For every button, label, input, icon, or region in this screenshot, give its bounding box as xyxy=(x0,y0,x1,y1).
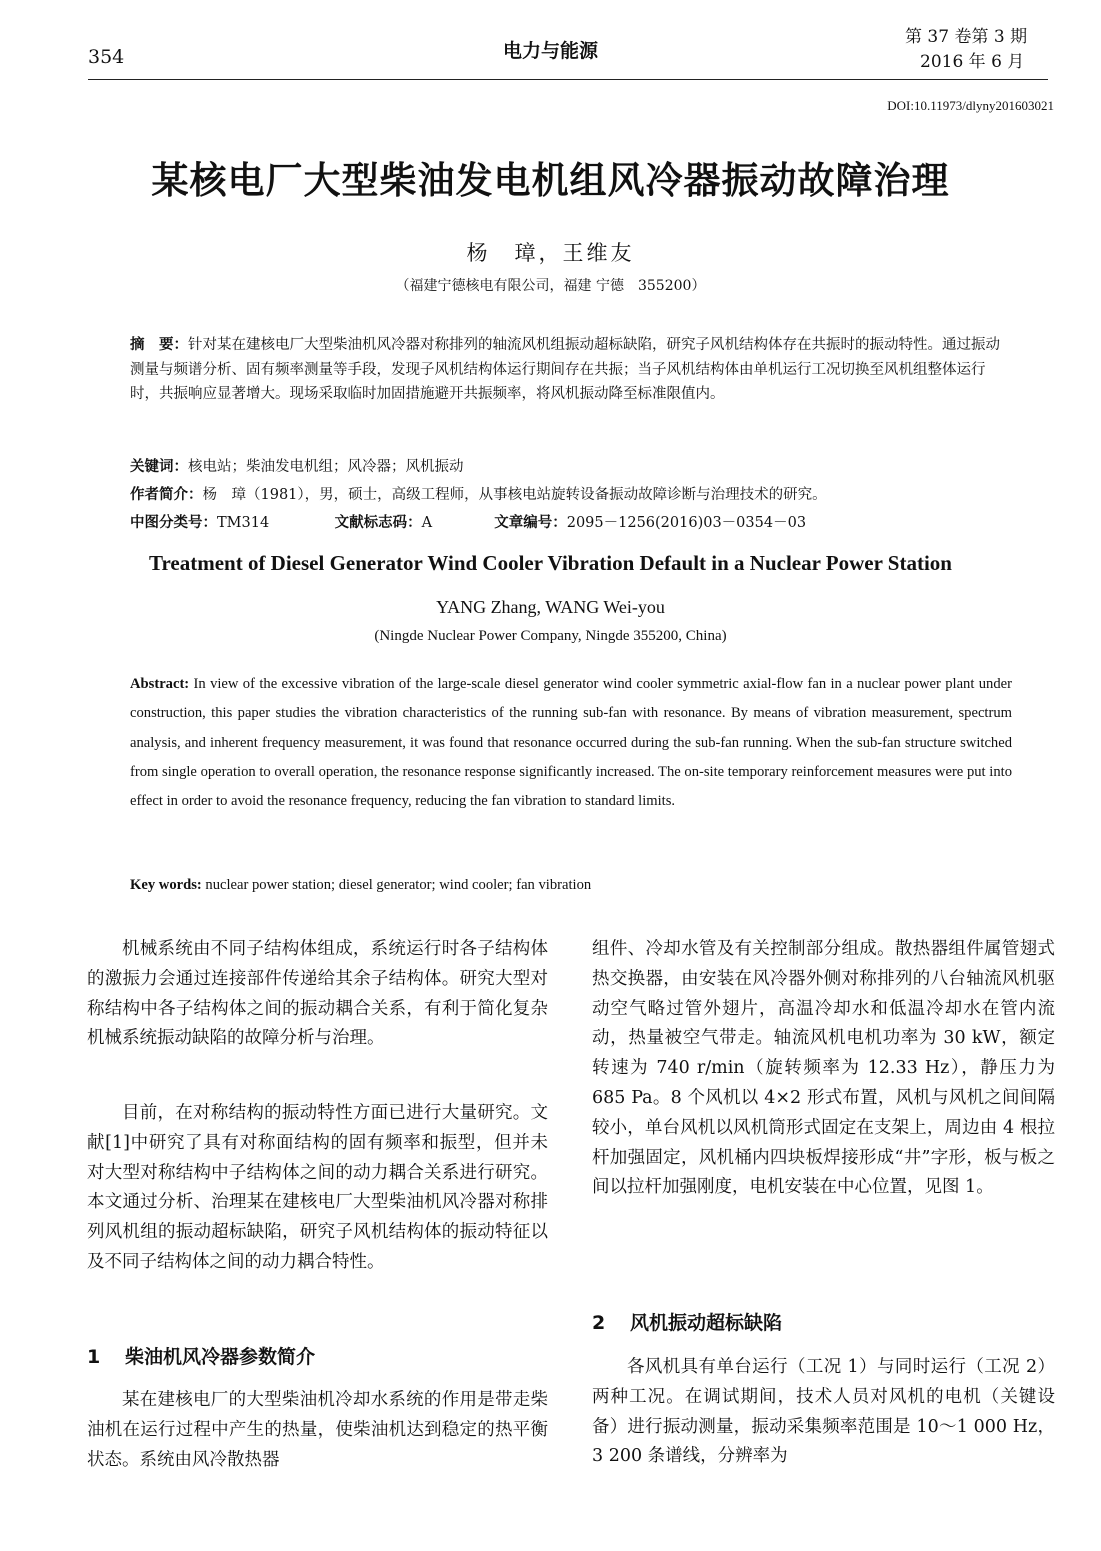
section-2-heading xyxy=(592,1308,1055,1335)
article-number: 文章编号：2095－1256(2016)03－0354－03 xyxy=(494,515,807,531)
doi: DOI:10.11973/dlyny201603021 xyxy=(887,98,1054,113)
journal-name: 电力与能源 xyxy=(502,40,598,62)
paper-title-cn: 某核电厂大型柴油发电机组风冷器振动故障治理 xyxy=(151,158,950,202)
paper-title-en: Treatment of Diesel Generator Wind Cooler Vibration Default in a Nuclear Power Station xyxy=(149,551,952,575)
author-bio-cn xyxy=(130,483,1010,508)
authors-en: YANG Zhang, WANG Wei-you xyxy=(436,597,665,617)
body-paragraph-3: 某在建核电厂的大型柴油机冷却水系统的作用是带走柴油机在运行过程中产生的热量，使柴油机达到稳定的热平衡状态。系统由风冷散热器 xyxy=(87,1390,548,1470)
section-2-title: 风机振动超标缺陷 xyxy=(630,1312,783,1334)
keywords-cn xyxy=(130,455,1010,480)
document-code: 文献标志码：A xyxy=(334,515,433,531)
section-1-title: 柴油机风冷器参数简介 xyxy=(125,1346,316,1368)
affiliation-cn: （福建宁德核电有限公司，福建 宁德 355200） xyxy=(395,278,706,294)
abstract-cn-text: 针对某在建核电厂大型柴油机风冷器对称排列的轴流风机组振动超标缺陷，研究子风机结构体存在共振时的振动特性。通过振动测量与频谱分析、固有频率测量等手段，发现子风机结构体运行期间存在共振；当子风机结构体由单机运行工况切换至风机组整体运行时，共振响应显著增大。现场采取临时加固措施避开共振频率，将风机振动降至标准限值内。 xyxy=(130,337,1000,402)
body-paragraph-5: 各风机具有单台运行（工况 1）与同时运行（工况 2）两种工况。在调试期间，技术人员对风机的电机（关键设备）进行振动测量，振动采集频率范围是 10～1 000 Hz，3 200 条谱线，分辨率为 xyxy=(592,1357,1055,1467)
abstract-en-text: In view of the excessive vibration of the large-scale diesel generator wind cooler symmetric axial-flow fan in a nuclear power plant under construction, this paper studies the vibration characteristics of the running sub-fan with resonance. By means of vibration measurement, spectrum analysis, and inherent frequency measurement, it was found that resonance occurred during the sub-fan running. When the sub-fan structure switched from single operation to overall operation, the resonance response significantly increased. The on-site temporary reinforcement measures were put into effect in order to avoid the resonance frequency, reducing the fan vibration to standard limits. xyxy=(130,676,1012,810)
header-rule xyxy=(88,79,1048,80)
clc-code: 中图分类号：TM314 xyxy=(130,515,270,531)
abstract-cn xyxy=(130,333,1010,407)
authors-cn: 杨 璋，王维友 xyxy=(466,241,635,265)
section-1-number: 1 xyxy=(87,1346,101,1368)
affiliation-en: (Ningde Nuclear Power Company, Ningde 355200, China) xyxy=(374,628,727,644)
section-1-heading xyxy=(87,1342,548,1369)
classification-line xyxy=(130,511,1010,532)
keywords-cn-label: 关键词： xyxy=(130,459,188,475)
abstract-cn-label: 摘 要： xyxy=(130,337,188,353)
issue-volume: 第 37 卷第 3 期 xyxy=(905,27,1028,47)
keywords-en xyxy=(130,877,1012,894)
issue-date: 2016 年 6 月 xyxy=(920,52,1025,72)
keywords-en-text: nuclear power station; diesel generator; wind cooler; fan vibration xyxy=(205,877,592,893)
bio-cn-label: 作者简介： xyxy=(130,487,203,503)
body-paragraph-1: 机械系统由不同子结构体组成，系统运行时各子结构体的激振力会通过连接部件传递给其余子结构体。研究大型对称结构中各子结构体之间的振动耦合关系，有利于简化复杂机械系统振动缺陷的故障分析与治理。 xyxy=(87,939,548,1049)
section-2-number: 2 xyxy=(592,1312,606,1334)
abstract-en-label: Abstract: xyxy=(130,676,190,692)
abstract-en xyxy=(130,670,1012,816)
body-paragraph-2: 目前，在对称结构的振动特性方面已进行大量研究。文献[1]中研究了具有对称面结构的固有频率和振型，但并未对大型对称结构中子结构体之间的动力耦合关系进行研究。本文通过分析、治理某在建核电厂大型柴油机风冷器对称排列风机组的振动超标缺陷，研究子风机结构体的振动特征以及不同子结构体之间的动力耦合特性。 xyxy=(87,1103,548,1272)
body-paragraph-4: 组件、冷却水管及有关控制部分组成。散热器组件属管翅式热交换器，由安装在风冷器外侧对称排列的八台轴流风机驱动空气略过管外翅片，高温冷却水和低温冷却水在管内流动，热量被空气带走。轴流风机电机功率为 30 kW，额定转速为 740 r/min（旋转频率为 12.33 Hz），静压力为 685 Pa。8 个风机以 4×2 形式布置，风机与风机之间间隔较小，单台风机以风机筒形式固定在支架上，周边由 4 根拉杆加强固定，风机桶内四块板焊接形成“井”字形，板与板之间以拉杆加强刚度，电机安装在中心位置，见图 1。 xyxy=(592,939,1055,1198)
keywords-en-label: Key words: xyxy=(130,877,202,893)
bio-cn-text: 杨 璋（1981），男，硕士，高级工程师，从事核电站旋转设备振动故障诊断与治理技术的研究。 xyxy=(202,487,827,503)
page-number: 354 xyxy=(88,46,125,68)
keywords-cn-text: 核电站；柴油发电机组；风冷器；风机振动 xyxy=(188,459,464,475)
